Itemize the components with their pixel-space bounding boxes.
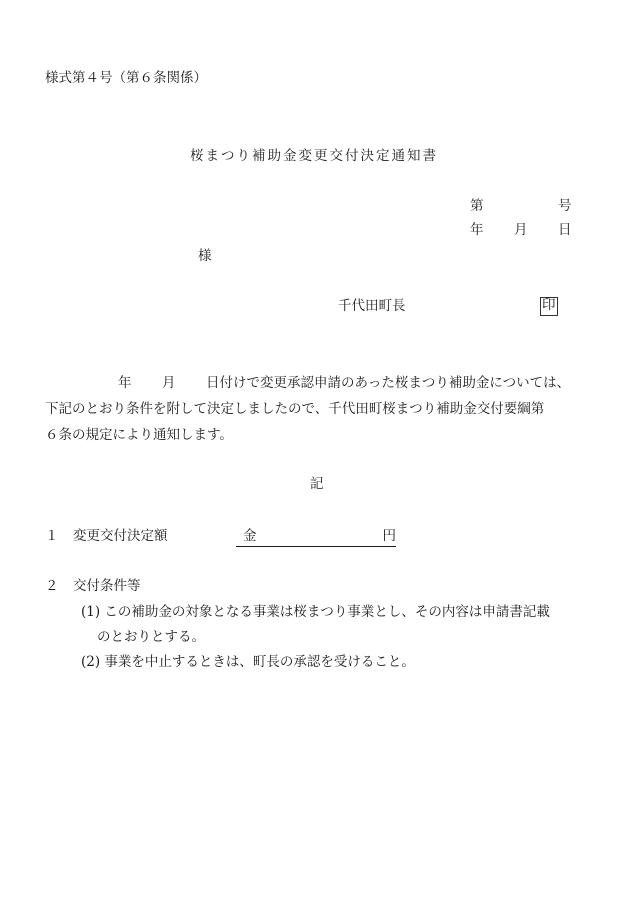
body-month: 月 (162, 375, 176, 391)
item2-number: ２ (45, 578, 59, 594)
item2-label: 交付条件等 (73, 578, 141, 594)
date-day: 日 (558, 222, 572, 238)
amount-field (236, 530, 396, 547)
condition-2: (2) 事業を中止するときは、町長の承認を受けること。 (81, 654, 415, 670)
body-line2: 下記のとおり条件を附して決定しましたので、千代田町桜まつり補助金交付要綱第 (45, 401, 545, 417)
body-line3: ６条の規定により通知します。 (45, 427, 233, 443)
issuer-name: 千代田町長 (338, 298, 406, 314)
item1-label: 変更交付決定額 (73, 528, 168, 544)
doc-number-dai: 第 (470, 198, 484, 214)
condition-1-line2: のとおりとする。 (97, 629, 205, 645)
amount-kin: 金 (243, 528, 257, 544)
form-number: 様式第４号（第６条関係） (45, 70, 207, 86)
condition-1-line1: (1) この補助金の対象となる事業は桜まつり事業とし、その内容は申請書記載 (81, 604, 550, 620)
amount-en: 円 (382, 528, 396, 544)
addressee-suffix: 様 (198, 248, 212, 264)
seal-mark (540, 297, 558, 316)
seal-text: 印 (540, 297, 558, 316)
ki-heading: 記 (310, 476, 324, 492)
date-year: 年 (470, 222, 484, 238)
item1-number: １ (45, 528, 59, 544)
doc-number-go: 号 (558, 198, 572, 214)
body-line1-rest: 日付けで変更承認申請のあった桜まつり補助金については、 (206, 375, 571, 391)
body-year: 年 (118, 375, 132, 391)
date-month: 月 (514, 222, 528, 238)
document-title: 桜まつり補助金変更交付決定通知書 (190, 148, 438, 164)
